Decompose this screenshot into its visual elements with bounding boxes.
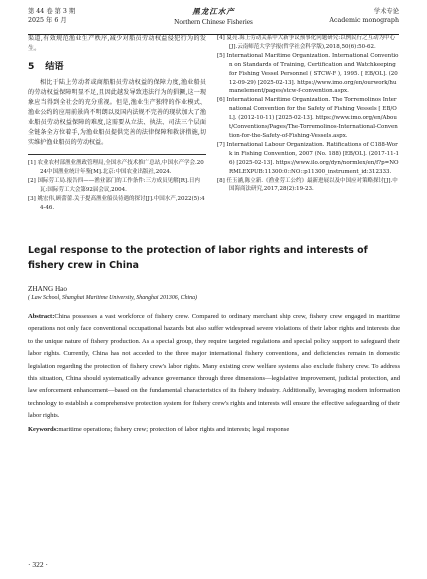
section-category bbox=[329, 7, 399, 25]
reference-item: [6] International Maritime Organization. The Torremolinos International Convention for the Safety of Fishing Vessels [ EB/OL]. (2012-10-11) [2025-02-13]. https://www.imo.org/en/About/Conventions/Pages/The-Torremolinos-International-Convention-for-the-Safety-of-Fishing-Vessels.aspx. bbox=[217, 97, 398, 139]
category-cn: 学术专论 bbox=[373, 8, 399, 15]
reference-item: [5] International Maritime Organization. International Convention on Standards of Training, Certification and Watchkeeping for Fishing Vessel Personnel ( STCW-F ), 1995. [ EB/OL]. (2012-09-29) [2025-02-13]. https://www.imo.org/en/ourwork/humanelement/pages/stcw-f-convention.aspx. bbox=[217, 52, 399, 95]
keywords-text: maritime operations; fishery crew; protection of labor rights and interests; legal response bbox=[58, 425, 290, 433]
reference-item: [3] 姚宏伟,顾蕾蕾.关于提高渔业船员待遇的探讨[J].中国水产,2022(5):44-46. bbox=[28, 195, 205, 211]
reference-item: [1] 农业农村部渔业渔政管理局,全国水产技术推广总站,中国水产学会.2024中国渔业统计年鉴[M].北京:中国农业出版社,2024. bbox=[28, 160, 204, 175]
left-column bbox=[28, 34, 206, 212]
reference-item: [4] 夏亮.海上劳动关系中大新争议预事化问题研究:以例民行之互动为中心[J].云南师范大学学报(哲学社会科学版),2018,50(6):50-62. bbox=[217, 35, 396, 50]
reference-item: [2] 国际劳工局.报告四——渔业部门的工作条件:三方成员见解[R].日内瓦:国际劳工大会第92届会议,2004. bbox=[28, 177, 200, 193]
continued-paragraph: 渠道,有效规范渔业生产秩序,减少对船员劳动权益侵犯行为的发生。 bbox=[28, 35, 206, 52]
category-en: Academic monograph bbox=[329, 17, 399, 24]
section-title: 结语 bbox=[45, 61, 64, 72]
section-heading bbox=[28, 60, 206, 73]
section-number: 5 bbox=[28, 61, 35, 72]
reference-item: [7] International Labour Organization. Ratifications of C188-Work in Fishing Convention, 2007 (No. 188) [EB/OL]. (2017-11-16) [2025-02-13]. https://www.ilo.org/dyn/normlex/en/f?p=NORMLEXPUB:11300:0::NO::p11300_instrument_id:312333. bbox=[217, 141, 399, 175]
english-abstract-block bbox=[28, 244, 400, 436]
issue-date: 2025 年 6 月 bbox=[28, 17, 67, 24]
journal-name-cn: 黑龙江水产 bbox=[192, 7, 235, 16]
volume-issue: 第 44 卷 第 3 期 bbox=[28, 8, 76, 15]
reference-list-left bbox=[28, 159, 206, 212]
abstract-label: Abstract: bbox=[28, 313, 55, 320]
english-title: Legal response to the protection of labor rights and interests of fishery crew in China bbox=[28, 245, 368, 271]
references-divider bbox=[28, 154, 206, 155]
english-keywords bbox=[28, 424, 400, 436]
conclusion-paragraph: 相比于陆上劳动者或商船船员劳动权益的保障力度,渔业船员的劳动权益保障明显不足,且因此越发导致违法行为的猖獗,这一现象应当得到全社会的充分重视。但是,渔业生产独特的作业模式、渔业公约的应用前景尚不明朗以及国内法规不完善的现状加大了渔业船员劳动权益保障的难度,这需要从立法、执法、司法三个层面全链条全方位着手,为渔业船员提供完善的法律保障和救济措施,切实维护渔业船员的劳动权益。 bbox=[28, 79, 206, 146]
running-header bbox=[28, 7, 399, 35]
reference-item: [8] 任玉涵,陈立新.《渔业劳工公约》最新进展以及中国应对策略探讨[J].中国海商法研究,2017,28(2):19-23. bbox=[217, 177, 398, 193]
english-abstract bbox=[28, 311, 400, 423]
right-column bbox=[217, 34, 399, 194]
english-affiliation: ( Law School, Shanghai Maritime University, Shanghai 201306, China) bbox=[28, 295, 198, 301]
journal-name-en: Northern Chinese Fisheries bbox=[174, 18, 253, 26]
abstract-text: China possesses a vast workforce of fishery crew. Compared to ordinary merchant ship crew, fishery crew engaged in maritime operations not only face conventional occupational hazards but also suffer widespread severe violations of their labor rights and interests due to the unique nature of fishery production. As a special group, they require targeted regulations and special policy support to safeguard their labor rights. Currently, China has not acceded to the three major international fishery conventions, and deficiencies remain in domestic legislation regarding the protection of fishery crew's labor rights. Many existing crew welfare systems also exclude fishery crew. To address this situation, China should systematically advance governance through three dimensions—legislative improvement, judicial protection, and law enforcement enhancement—based on the fundamental characteristics of its fishery industry. Additionally, leveraging modern information technology to establish a comprehensive protection system for fishery crew's rights and interests will ensure the effective safeguarding of their labor rights. bbox=[28, 313, 400, 420]
page-number: · 322 · bbox=[28, 560, 48, 569]
english-author: ZHANG Hao bbox=[28, 285, 67, 293]
keywords-label: Keywords: bbox=[28, 425, 59, 433]
